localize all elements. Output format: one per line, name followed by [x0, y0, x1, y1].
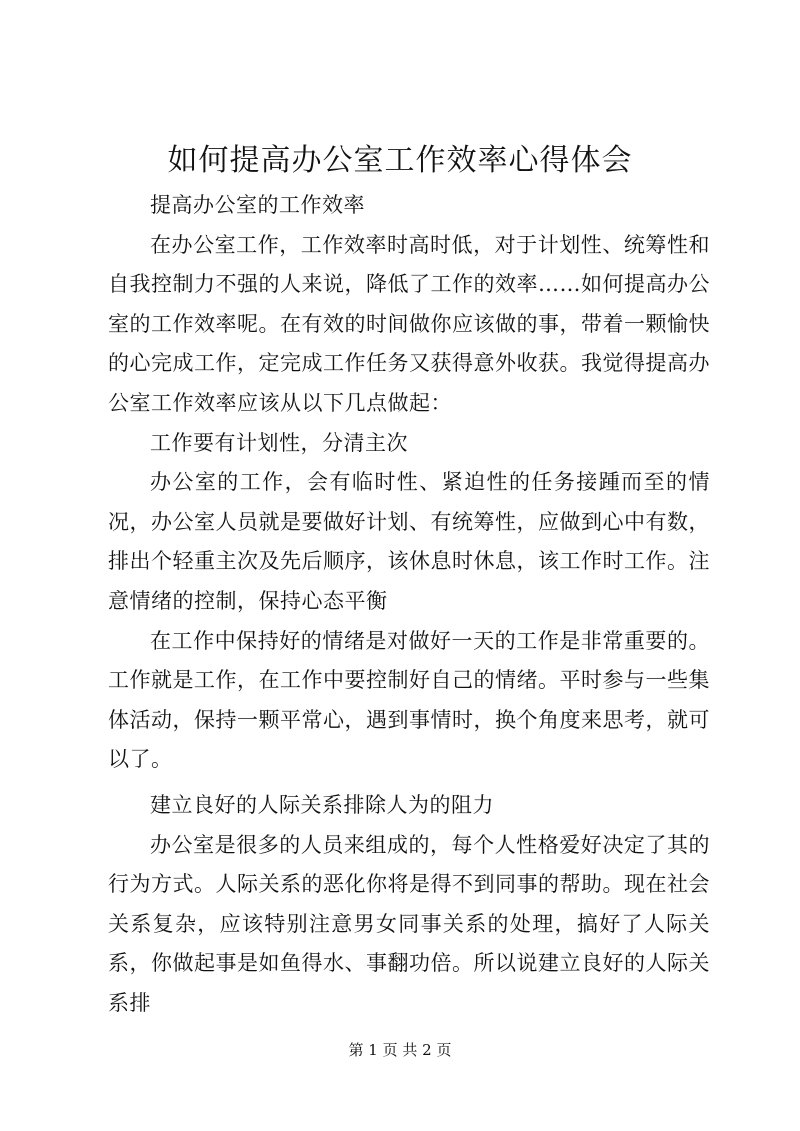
page-footer: 第 1 页 共 2 页: [348, 1041, 452, 1059]
paragraph: 在办公室工作，工作效率时高时低，对于计划性、统筹性和自我控制力不强的人来说，降低了工作的效率……如何提高办公室的工作效率呢。在有效的时间做你应该做的事，带着一颗愉快的心完成工作，定完成工作任务又获得意外收获。我觉得提高办公室工作效率应该从以下几点做起：: [108, 232, 710, 415]
section-heading: 提高办公室的工作效率: [150, 193, 365, 217]
document-title: 如何提高办公室工作效率心得体会: [167, 143, 633, 178]
section-heading: 建立良好的人际关系排除人为的阻力: [150, 792, 494, 817]
document-body: [108, 186, 710, 1023]
paragraph: 在工作中保持好的情绪是对做好一天的工作是非常重要的。工作就是工作，在工作中要控制好自己的情绪。平时参与一些集体活动，保持一颗平常心，遇到事情时，换个角度来思考，就可以了。: [108, 628, 710, 772]
paragraph: 办公室是很多的人员来组成的，每个人性格爱好决定了其的行为方式。人际关系的恶化你将是得不到同事的帮助。现在社会关系复杂，应该特别注意男女同事关系的处理，搞好了人际关系，你做起事是如鱼得水、事翻功倍。所以说建立良好的人际关系排: [108, 832, 710, 1015]
section-heading: 工作要有计划性，分清主次: [150, 430, 408, 455]
paragraph: 办公室的工作，会有临时性、紧迫性的任务接踵而至的情况，办公室人员就是要做好计划、有统筹性，应做到心中有数，排出个轻重主次及先后顺序，该休息时休息，该工作时工作。注意情绪的控制，保持心态平衡: [108, 470, 710, 613]
